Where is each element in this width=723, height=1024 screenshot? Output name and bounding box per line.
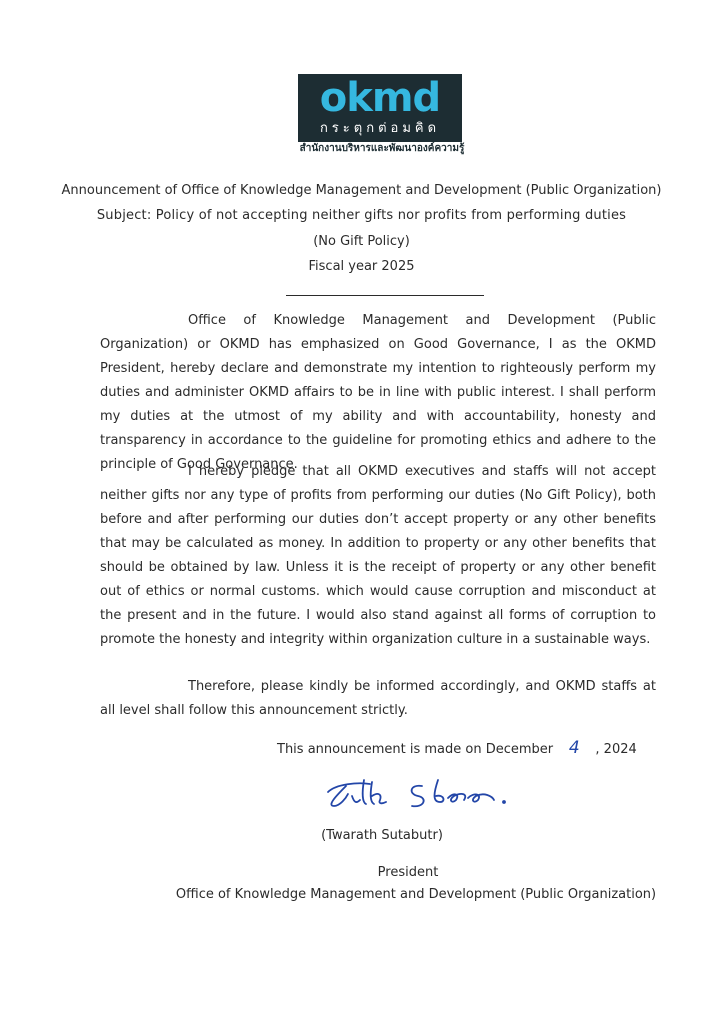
- signer-title: President: [377, 865, 439, 880]
- signer-organization: Office of Knowledge Management and Development (Public Organization): [175, 887, 657, 902]
- date-prefix: This announcement is made on December: [277, 742, 554, 757]
- signer-name: (Twarath Sutabutr): [321, 828, 443, 843]
- body-paragraph-2: I hereby pledge that all OKMD executives and staffs will not accept neither gifts nor any type of profits from performing our duties (No Gift Policy), both before and after performing our duties don’t accept property or any other benefits that may be calculated as money. In addition to property or any other benefits that should be obtained by law. Unless it is the receipt of property or any other benefit out of ethics or normal customs. which would cause corruption and misconduct at the present and in the future. I would also stand against all forms of corruption to promote the honesty and integrity within organization culture in a sustainable ways.: [100, 464, 656, 647]
- body-paragraph-1: Office of Knowledge Management and Development (Public Organization) or OKMD has emphasized on Good Governance, I as the OKMD President, hereby declare and demonstrate my intention to righteously perform my duties and administer OKMD affairs to be in line with public interest. I shall perform my duties at the utmost of my ability and with accountability, honesty and transparency in accordance to the guideline for promoting ethics and adhere to the principle of Good Governance.: [100, 313, 656, 472]
- announcement-title: Announcement of Office of Knowledge Management and Development (Public Organization): [61, 183, 662, 198]
- handwritten-signature: [318, 772, 518, 818]
- fiscal-year: Fiscal year 2025: [308, 259, 415, 274]
- header-divider: [286, 295, 484, 296]
- okmd-logo: [298, 74, 462, 142]
- handwritten-day: 4: [568, 738, 580, 758]
- logo-wordmark: okmd: [319, 75, 441, 121]
- announcement-date: [277, 738, 637, 760]
- announcement-subject: Subject: Policy of not accepting neither gifts nor profits from performing duties: [96, 208, 627, 223]
- policy-name: (No Gift Policy): [313, 234, 410, 249]
- date-year: , 2024: [595, 742, 637, 757]
- body-paragraph-3: Therefore, please kindly be informed accordingly, and OKMD staffs at all level shall follow this announcement strictly.: [100, 679, 656, 718]
- logo-thai-org-name: สำนักงานบริหารและพัฒนาองค์ความรู้: [299, 143, 465, 154]
- logo-thai-tagline: กระตุกต่อมคิด: [319, 121, 441, 136]
